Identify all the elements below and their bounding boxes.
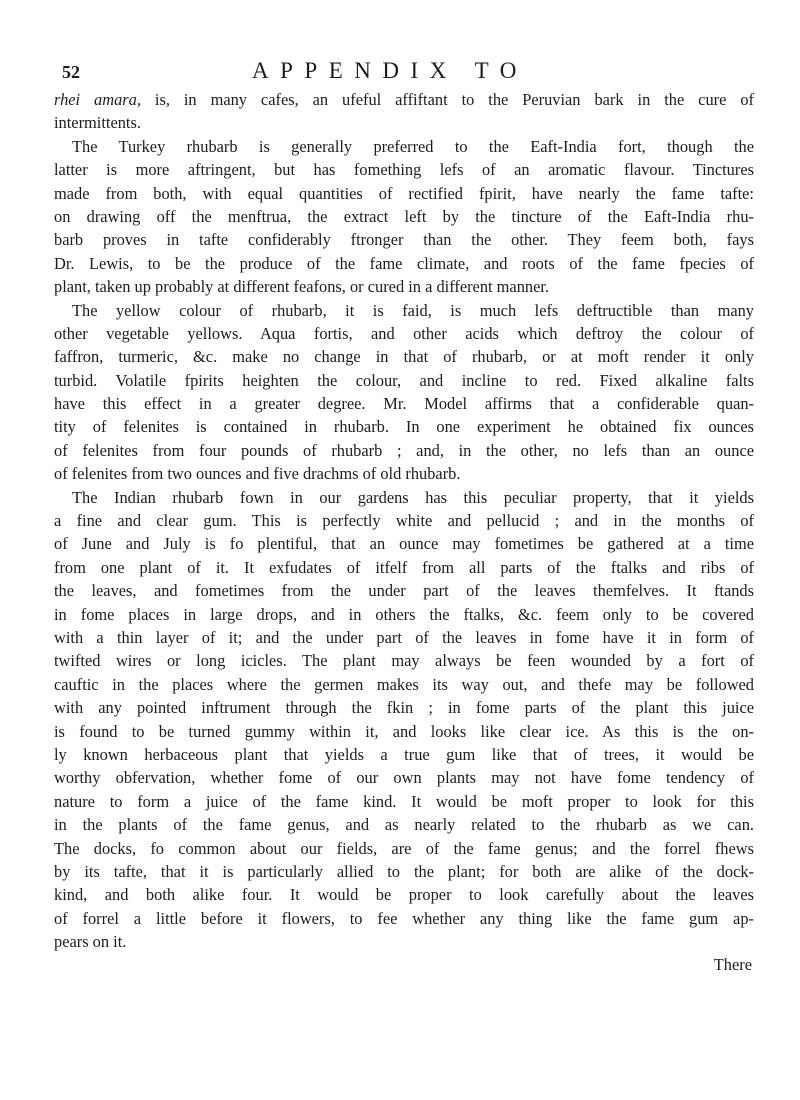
text-line [54,813,754,836]
text-line [54,345,754,368]
line-text: have this effect in a greater degree. Mr. Model affirms that a confiderable quan- [54,394,754,414]
line-text: faffron, turmeric, &c. make no change in that of rhubarb, or at moft render it only [54,347,754,367]
line-text: in the plants of the fame genus, and as nearly related to the rhubarb as we can. [54,815,754,835]
text-line [54,158,754,181]
line-text: pears on it. [54,932,127,952]
text-line [54,532,754,555]
text-line [54,322,754,345]
line-text: the leaves, and fometimes from the under part of the leaves themfelves. It ftands [54,581,754,601]
text-line [54,369,754,392]
line-text: The yellow colour of rhubarb, it is faid, is much lefs deftructible than many [72,300,754,320]
text-line [54,696,754,719]
line-text: turbid. Volatile fpirits heighten the colour, and incline to red. Fixed alkaline falts [54,370,754,390]
text-line [54,135,754,158]
text-line [54,205,754,228]
line-text: with any pointed inftrument through the fkin ; in fome parts of the plant this juice [54,698,754,718]
line-text: cauftic in the places where the germen makes its way out, and thefe may be followed [54,674,754,694]
text-line [54,228,754,251]
line-text: barb proves in tafte confiderably ftronger than the other. They feem both, fays [54,230,754,250]
running-title: APPENDIX TO [252,58,528,83]
line-text: by its tafte, that it is particularly allied to the plant; for both are alike of the dock- [54,861,754,881]
line-text: Dr. Lewis, to be the produce of the fame climate, and roots of the fame fpecies of [54,253,754,273]
text-line [54,392,754,415]
text-line [54,837,754,860]
text-line [54,743,754,766]
line-text: latter is more aftringent, but has fomething lefs of an aromatic flavour. Tinctures [54,160,754,180]
line-text: The docks, fo common about our fields, are of the fame genus; and the forrel fhews [54,838,754,858]
text-line [54,953,754,976]
text-line [54,883,754,906]
text-line [54,766,754,789]
page-number: 52 [62,62,80,82]
line-text: a fine and clear gum. This is perfectly white and pellucid ; and in the months of [54,511,754,531]
text-line [54,88,754,111]
text-line [54,720,754,743]
text-line [54,111,754,134]
text-line [54,252,754,275]
text-line [54,462,754,485]
text-line [54,603,754,626]
line-text: twifted wires or long icicles. The plant may always be feen wounded by a fort of [54,651,754,671]
text-line [54,579,754,602]
line-text: kind, and both alike four. It would be proper to look carefully about the leaves [54,885,754,905]
body-text [54,88,754,977]
text-line [54,299,754,322]
running-head [54,58,754,88]
line-text: plant, taken up probably at different feafons, or cured in a different manner. [54,277,550,297]
line-text: with a thin layer of it; and the under part of the leaves in fome have it in form of [54,627,754,647]
italic-term: rhei amara, [54,90,141,109]
text-line [54,673,754,696]
line-text: There [713,955,752,975]
text-line [54,182,754,205]
line-text: of forrel a little before it flowers, to fee whether any thing like the fame gum ap- [54,908,754,928]
text-line [54,486,754,509]
text-line [54,439,754,462]
line-text: The Turkey rhubarb is generally preferred to the Eaft-India fort, though the [72,136,754,156]
line-text: is, in many cafes, an ufeful affiftant to the Peruvian bark in the cure of [140,90,754,109]
text-line [54,930,754,953]
text-line [54,415,754,438]
text-line [54,275,754,298]
line-text: in fome places in large drops, and in others the ftalks, &c. feem only to be covered [54,604,754,624]
line-text: made from both, with equal quantities of rectified fpirit, have nearly the fame tafte: [54,183,754,203]
line-text: intermittents. [54,113,141,133]
line-text: is found to be turned gummy within it, and looks like clear ice. As this is the on- [54,721,754,741]
line-text: of felenites from four pounds of rhubarb ; and, in the other, no lefs than an ounce [54,440,754,460]
line-text: on drawing off the menftrua, the extract left by the tincture of the Eaft-India rhu- [54,206,754,226]
line-text: ly known herbaceous plant that yields a true gum like that of trees, it would be [54,744,754,764]
text-line [54,907,754,930]
line-text: tity of felenites is contained in rhubarb. In one experiment he obtained fix ounces [54,417,754,437]
line-text: from one plant of it. It exfudates of itfelf from all parts of the ftalks and ribs of [54,557,754,577]
line-text: of June and July is fo plentiful, that an ounce may fometimes be gathered at a time [54,534,754,554]
line-text: worthy obfervation, whether fome of our own plants may not have fome tendency of [54,768,754,788]
line-text: The Indian rhubarb fown in our gardens has this peculiar property, that it yields [72,487,754,507]
line-text: nature to form a juice of the fame kind. It would be moft proper to look for this [54,791,754,811]
text-line [54,860,754,883]
line-text: of felenites from two ounces and five drachms of old rhubarb. [54,464,461,484]
text-line [54,509,754,532]
text-line [54,649,754,672]
text-line [54,790,754,813]
text-line [54,626,754,649]
line-text: other vegetable yellows. Aqua fortis, and other acids which deftroy the colour of [54,323,754,343]
text-line [54,556,754,579]
